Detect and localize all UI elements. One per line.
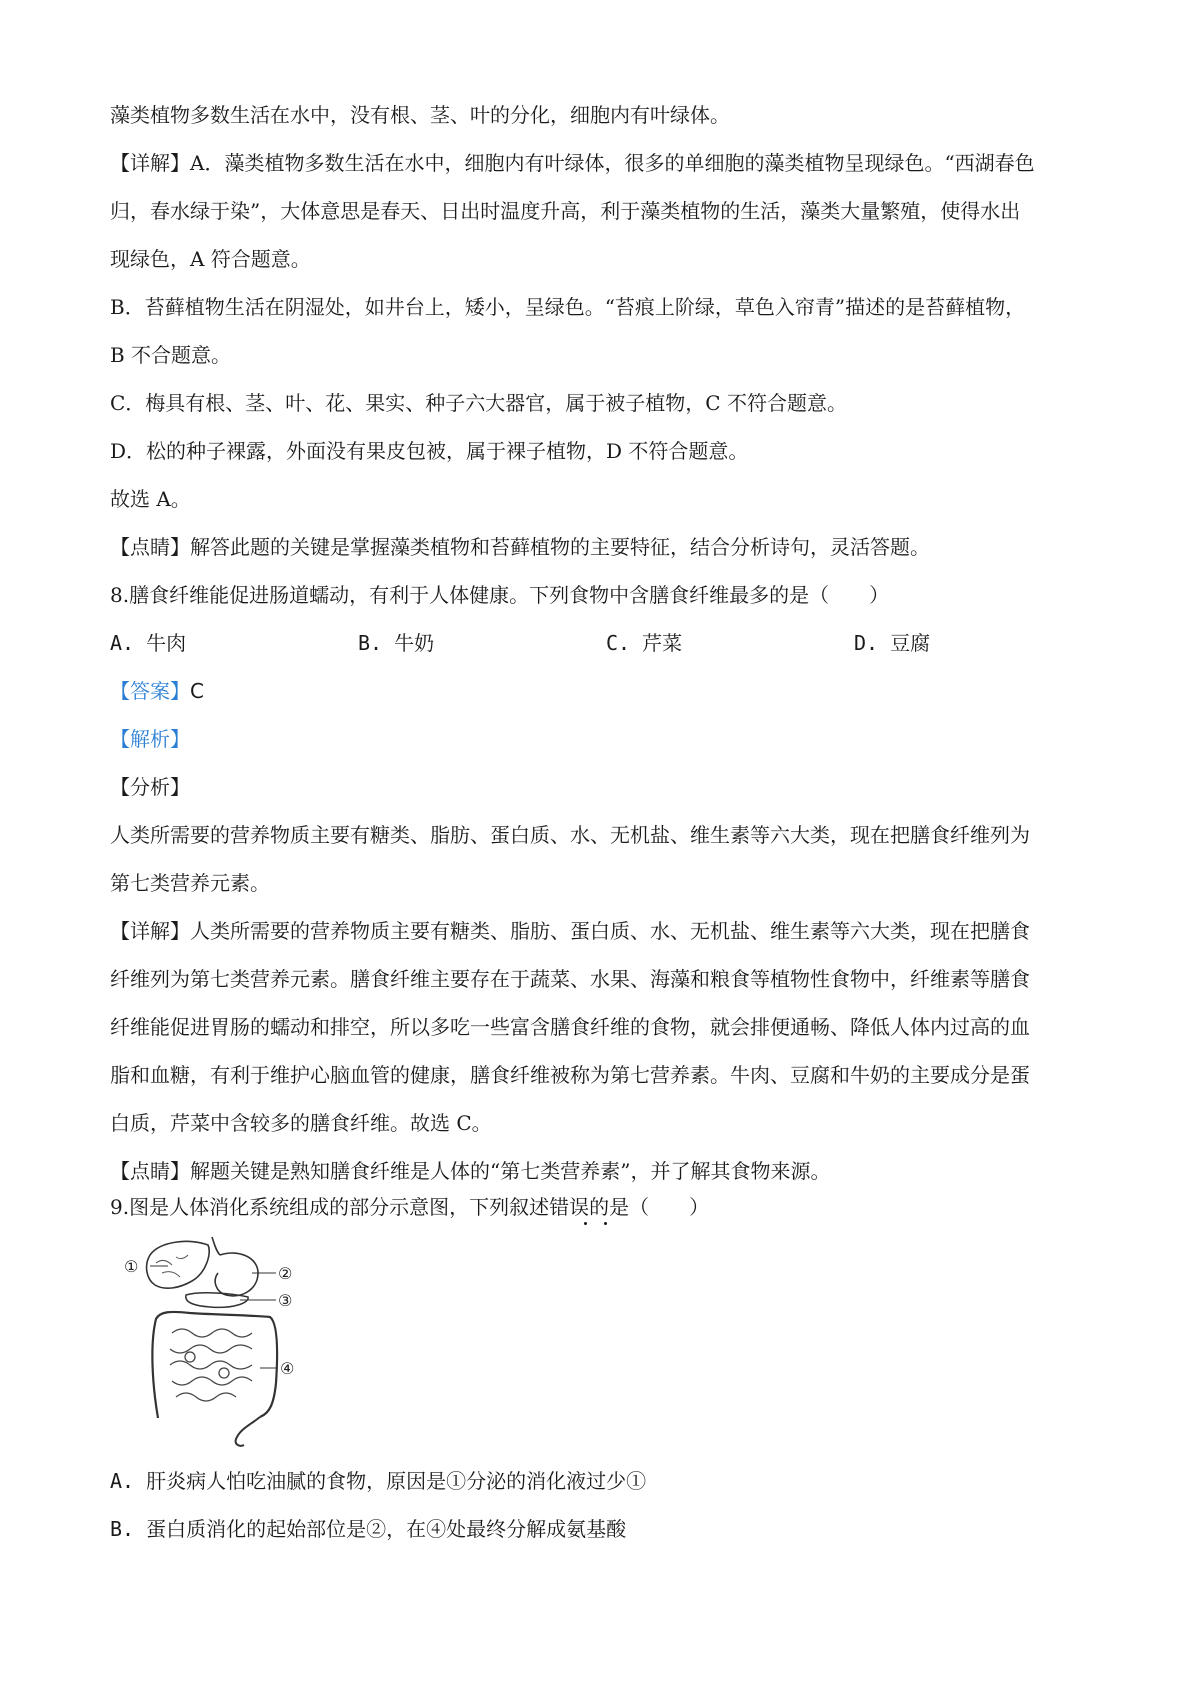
text-line: 纤维能促进胃肠的蠕动和排空，所以多吃一些富含膳食纤维的食物，就会排便通畅、降低人体内过高的血 xyxy=(110,1015,1030,1039)
text-line: 【详解】人类所需要的营养物质主要有糖类、脂肪、蛋白质、水、无机盐、维生素等六大类，现在把膳食 xyxy=(110,919,1030,943)
fenxi-tag: 【分析】 xyxy=(110,775,190,799)
text-line: 藻类植物多数生活在水中，没有根、茎、叶的分化，细胞内有叶绿体。 xyxy=(110,103,730,127)
figure-label-3: ③ xyxy=(278,1291,293,1310)
text-line: B 不合题意。 xyxy=(110,343,232,367)
question-8: 8.膳食纤维能促进肠道蠕动，有利于人体健康。下列食物中含膳食纤维最多的是（ ） xyxy=(110,583,890,607)
answer-value: C xyxy=(190,679,204,703)
rectum-shape xyxy=(236,1417,260,1446)
pancreas-shape xyxy=(186,1293,248,1308)
emphasis-dot xyxy=(584,1222,587,1225)
text-line: 【详解】A．藻类植物多数生活在水中，细胞内有叶绿体，很多的单细胞的藻类植物呈现绿色。“西湖春色 xyxy=(110,151,1035,175)
text-line: D．松的种子裸露，外面没有果皮包被，属于裸子植物，D 不符合题意。 xyxy=(110,439,749,463)
option-a: A. 牛肉 xyxy=(110,631,187,655)
text-line: 故选 A。 xyxy=(110,487,191,511)
option-b: B. 牛奶 xyxy=(358,631,435,655)
text-line: 纤维列为第七类营养元素。膳食纤维主要存在于蔬菜、水果、海藻和粮食等植物性食物中，纤维素等膳食 xyxy=(110,967,1030,991)
figure-label-4: ④ xyxy=(280,1359,295,1378)
text-line: B．苔藓植物生活在阴湿处，如井台上，矮小，呈绿色。“苔痕上阶绿，草色入帘青”描述的是苔藓植物， xyxy=(110,295,1026,319)
esophagus-shape xyxy=(212,1237,220,1255)
text-line: C．梅具有根、茎、叶、花、果实、种子六大器官，属于被子植物，C 不符合题意。 xyxy=(110,391,847,415)
answer-line xyxy=(110,679,1100,703)
text-line: 【点睛】解答此题的关键是掌握藻类植物和苔藓植物的主要特征，结合分析诗句，灵活答题。 xyxy=(110,535,930,559)
text-line: 人类所需要的营养物质主要有糖类、脂肪、蛋白质、水、无机盐、维生素等六大类，现在把膳食纤维列为 xyxy=(110,823,1030,847)
figure-label-2: ② xyxy=(278,1264,293,1283)
analysis-tag: 【解析】 xyxy=(110,727,190,751)
question-9: 9.图是人体消化系统组成的部分示意图，下列叙述错误的是（ ） xyxy=(110,1195,710,1219)
q9-option-b: B. 蛋白质消化的起始部位是②，在④处最终分解成氨基酸 xyxy=(110,1517,627,1541)
q9-option-a: A. 肝炎病人怕吃油腻的食物，原因是①分泌的消化液过少① xyxy=(110,1469,647,1493)
text-line: 脂和血糖，有利于维护心脑血管的健康，膳食纤维被称为第七营养素。牛肉、豆腐和牛奶的主要成分是蛋 xyxy=(110,1063,1030,1087)
text-line: 现绿色，A 符合题意。 xyxy=(110,247,311,271)
emphasis-dot xyxy=(604,1222,607,1225)
digestive-system-figure xyxy=(120,1233,300,1448)
liver-shape xyxy=(147,1241,210,1288)
option-d: D. 豆腐 xyxy=(854,631,931,655)
stomach-shape xyxy=(215,1253,258,1296)
answer-tag: 【答案】 xyxy=(110,679,190,703)
text-line: 【点睛】解题关键是熟知膳食纤维是人体的“第七类营养素”，并了解其食物来源。 xyxy=(110,1159,831,1183)
text-line: 第七类营养元素。 xyxy=(110,871,270,895)
text-line: 归，春水绿于染”，大体意思是春天、日出时温度升高，利于藻类植物的生活，藻类大量繁殖，使得水出 xyxy=(110,199,1021,223)
option-c: C. 芹菜 xyxy=(606,631,683,655)
text-line: 白质，芹菜中含较多的膳食纤维。故选 C。 xyxy=(110,1111,492,1135)
figure-label-1: ① xyxy=(124,1257,139,1276)
small-intestine-shape xyxy=(170,1329,252,1401)
